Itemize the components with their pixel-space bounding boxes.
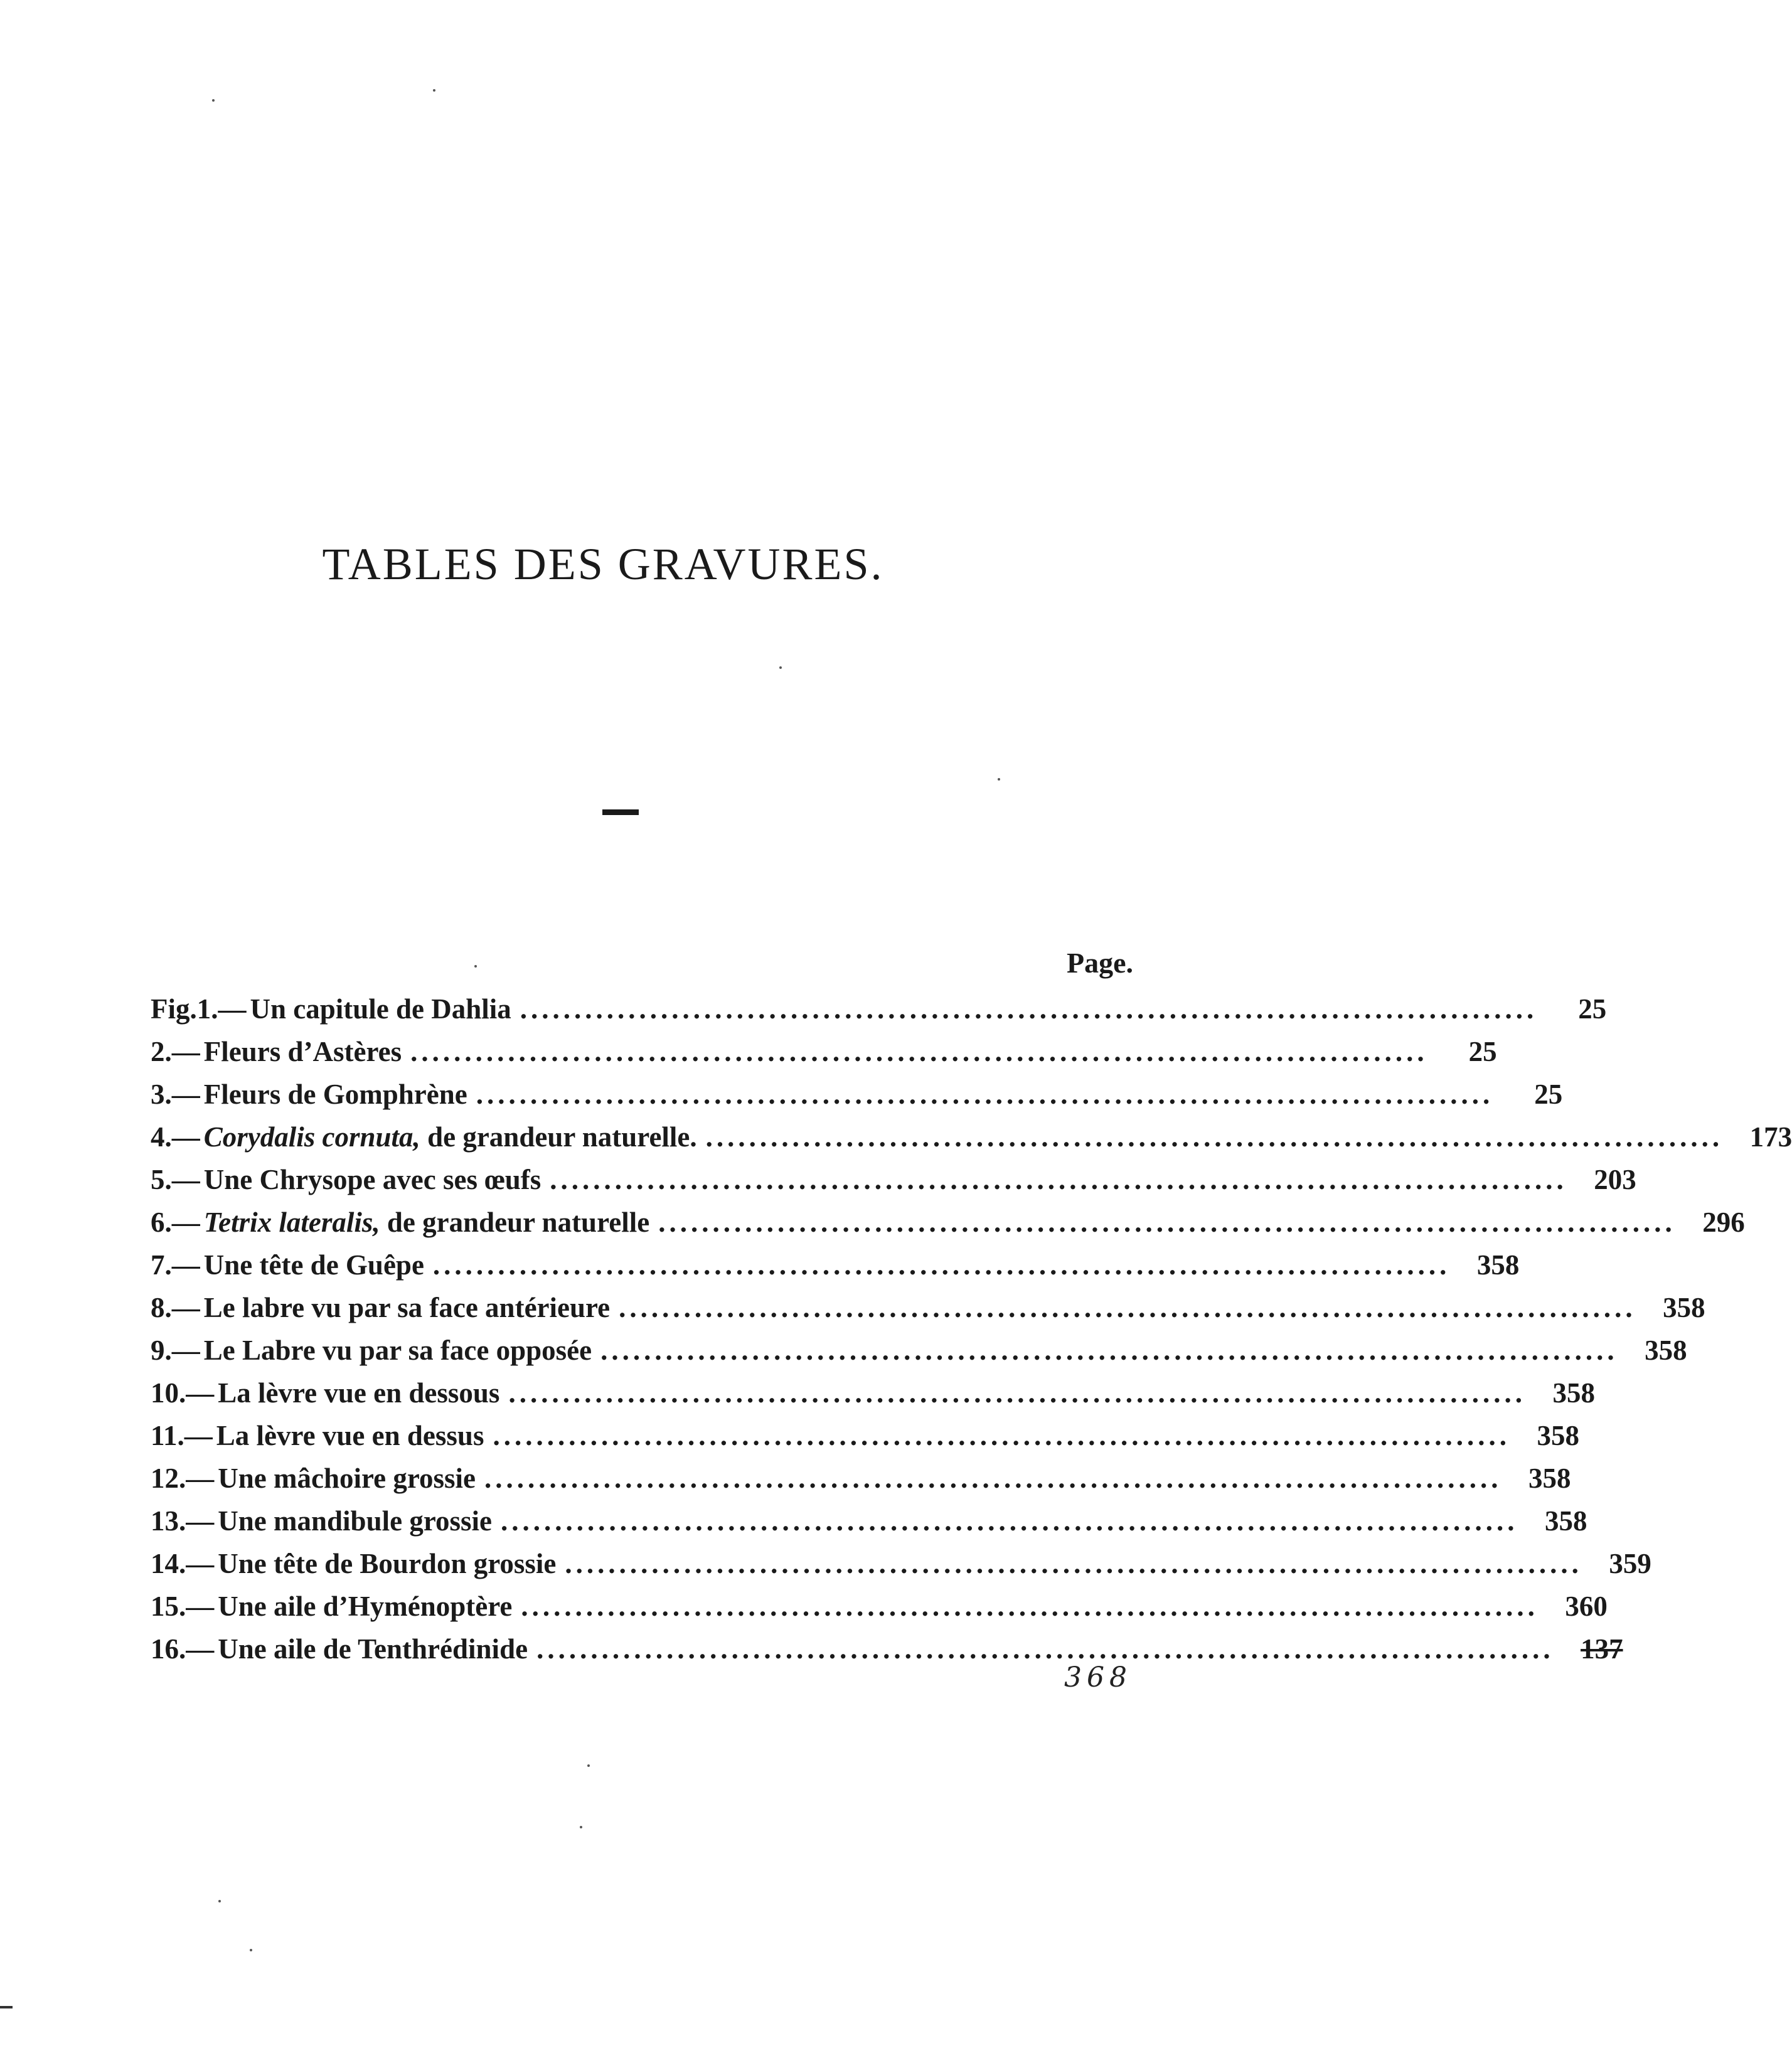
figure-caption: — Une aile d’Hyménoptère [186,1591,513,1622]
scan-speck [587,1764,590,1767]
page-number: 25 [1578,993,1607,1025]
figure-caption: — Une mandibule grossie [186,1505,492,1537]
scan-speck [433,89,435,92]
figure-list [151,993,1792,1675]
scan-speck [218,1900,221,1902]
page-number: 25 [1534,1079,1563,1110]
handwritten-correction: 368 [1064,1661,1132,1693]
figure-number: 15. [151,1591,186,1622]
dot-leader: .............................................................................................. [536,1633,1554,1665]
figure-caption: — Fleurs d’Astères [171,1036,402,1067]
figure-number: 7. [151,1249,172,1281]
list-item [151,1206,1745,1249]
dot-leader: .............................................................................................. [410,1036,1428,1067]
figure-number: 14. [151,1548,186,1579]
dot-leader: .............................................................................................. [432,1249,1451,1281]
dot-leader: .............................................................................................. [550,1164,1567,1195]
scan-speck [998,778,1000,781]
page-number: 358 [1476,1249,1520,1281]
dot-leader: .............................................................................................. [705,1121,1724,1153]
figure-number: 9. [151,1335,172,1366]
list-item [151,1419,1579,1462]
page-number: 358 [1663,1292,1705,1323]
dot-leader: .............................................................................................. [521,1591,1539,1622]
figure-number: 6. [151,1207,172,1238]
scan-speck [212,99,215,102]
dot-leader: .............................................................................................. [520,993,1538,1025]
page-number: 360 [1565,1591,1608,1622]
figure-number: 11. [151,1420,184,1451]
dot-leader: .............................................................................................. [508,1377,1526,1409]
figure-number: 13. [151,1505,186,1537]
list-item [151,1334,1687,1377]
dot-leader: .............................................................................................. [565,1548,1582,1579]
title-rule [602,809,639,815]
dot-leader: .............................................................................................. [476,1079,1494,1110]
margin-mark [0,2006,13,2008]
list-item [151,1078,1563,1121]
figure-caption: — La lèvre vue en dessous [186,1377,500,1409]
page-title: TABLES DES GRAVURES. [322,539,884,589]
list-item [151,1633,1623,1675]
dot-leader: .............................................................................................. [658,1207,1676,1238]
figure-number: 8. [151,1292,172,1323]
figure-caption: — Le Labre vu par sa face opposée [171,1335,592,1366]
scan-speck [474,965,477,968]
list-item [151,1249,1520,1291]
page-number: 358 [1528,1463,1571,1494]
page-number: 25 [1468,1036,1497,1067]
figure-caption: — Une aile de Tenthrédinide [186,1633,528,1665]
list-item [151,1505,1587,1547]
figure-number: 2. [151,1036,172,1067]
figure-number: 12. [151,1463,186,1494]
scan-speck [779,666,782,669]
figure-caption: — Une tête de Bourdon grossie [186,1548,557,1579]
list-item [151,1291,1705,1334]
figure-prefix: Fig. [151,993,197,1025]
list-item [151,1121,1792,1163]
page-number: 358 [1552,1377,1595,1409]
dot-leader: .............................................................................................. [500,1505,1518,1537]
figure-number: 1. [196,993,218,1025]
figure-caption: — Fleurs de Gomphrène [171,1079,467,1110]
dot-leader: .............................................................................................. [600,1335,1618,1366]
page-number: 296 [1702,1207,1745,1238]
dot-leader: .............................................................................................. [619,1292,1636,1323]
scan-speck [250,1949,252,1951]
scan-speck [580,1826,582,1828]
figure-caption: — Le labre vu par sa face antérieure [171,1292,611,1323]
figure-number: 10. [151,1377,186,1409]
figure-number: 16. [151,1633,186,1665]
figure-caption: — Un capitule de Dahlia [218,993,511,1025]
list-item [151,1035,1497,1078]
page-number: 358 [1537,1420,1579,1451]
struck-page-number: 137 [1581,1633,1623,1665]
figure-number: 4. [151,1121,172,1153]
dot-leader: .............................................................................................. [484,1463,1502,1494]
figure-caption: — Une mâchoire grossie [186,1463,476,1494]
figure-caption: — Tetrix lateralis, de grandeur naturelle [171,1207,650,1238]
page-number: 203 [1594,1164,1636,1195]
page-number: 173 [1749,1121,1792,1153]
list-item [151,1462,1571,1505]
list-item [151,993,1607,1035]
page-number: 358 [1645,1335,1687,1366]
page-number: 358 [1544,1505,1587,1537]
page-column-header: Page. [1066,947,1133,979]
list-item [151,1377,1595,1419]
figure-caption: — Corydalis cornuta, de grandeur naturelle. [171,1121,697,1153]
page-number: 359 [1609,1548,1651,1579]
figure-caption: — Une tête de Guêpe [171,1249,424,1281]
figure-number: 3. [151,1079,172,1110]
list-item [151,1163,1636,1206]
list-item [151,1547,1651,1590]
figure-caption: — Une Chrysope avec ses œufs [171,1164,541,1195]
figure-number: 5. [151,1164,172,1195]
figure-caption: — La lèvre vue en dessus [184,1420,484,1451]
dot-leader: .............................................................................................. [493,1420,1510,1451]
list-item [151,1590,1608,1633]
